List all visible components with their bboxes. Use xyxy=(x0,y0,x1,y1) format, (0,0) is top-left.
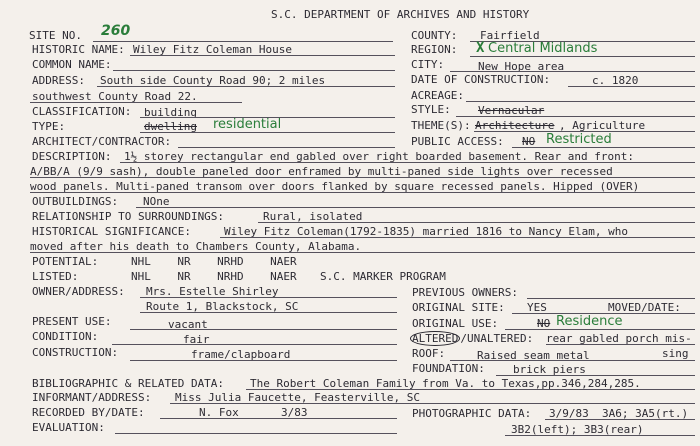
description-rule-1 xyxy=(120,162,695,163)
foundation-label: FOUNDATION: xyxy=(412,362,485,375)
outbuildings-label: OUTBUILDINGS: xyxy=(32,195,119,208)
bibliographic-label: BIBLIOGRAPHIC & RELATED DATA: xyxy=(32,377,225,390)
site-no-value: 260 xyxy=(101,23,131,39)
informant-label: INFORMANT/ADDRESS: xyxy=(32,391,152,404)
photographic-rule-2 xyxy=(505,435,695,436)
bibliographic-value: The Robert Coleman Family from Va. to Texas,pp.346,284,285. xyxy=(250,377,641,390)
region-rule xyxy=(470,56,695,57)
original-site-value: YES xyxy=(527,301,547,314)
historic-name-rule xyxy=(130,55,395,56)
historic-name-value: Wiley Fitz Coleman House xyxy=(133,43,292,56)
themes-value: , Agriculture xyxy=(559,119,646,132)
informant-value: Miss Julia Faucette, Feasterville, SC xyxy=(175,391,421,404)
recorded-by-name: N. Fox xyxy=(199,406,239,419)
construction-rule xyxy=(130,360,397,361)
address-value-line2: southwest County Road 22. xyxy=(32,90,198,103)
public-access-value: Restricted xyxy=(546,132,612,147)
foundation-rule xyxy=(496,375,695,376)
acreage-label: ACREAGE: xyxy=(411,89,464,102)
address-rule xyxy=(97,86,395,87)
roof-value: Raised seam metal xyxy=(477,349,590,362)
listed-options: NHL NR NRHD NAER xyxy=(131,270,297,283)
present-use-rule xyxy=(130,329,397,330)
date-of-construction-label: DATE OF CONSTRUCTION: xyxy=(411,73,551,86)
public-access-value-struck: NO xyxy=(522,135,536,148)
owner-line1: Mrs. Estelle Shirley xyxy=(146,285,279,298)
significance-rule-2 xyxy=(30,252,695,253)
public-access-rule xyxy=(512,147,695,148)
county-value: Fairfield xyxy=(480,29,540,42)
address-label: ADDRESS: xyxy=(32,74,85,87)
acreage-rule xyxy=(466,101,695,102)
roof-label: ROOF: xyxy=(412,347,446,360)
relationship-label: RELATIONSHIP TO SURROUNDINGS: xyxy=(32,210,225,223)
relationship-rule xyxy=(258,222,695,223)
historic-name-label: HISTORIC NAME: xyxy=(32,43,125,56)
original-use-label: ORIGINAL USE: xyxy=(412,317,499,330)
altered-circled: ALTERED xyxy=(412,332,459,345)
public-access-label: PUBLIC ACCESS: xyxy=(411,135,504,148)
altered-value-cont: sing xyxy=(662,347,689,360)
architect-label: ARCHITECT/CONTRACTOR: xyxy=(32,135,172,148)
significance-rule-1 xyxy=(220,237,695,238)
photographic-line1: 3/9/83 3A6; 3A5(rt.) xyxy=(549,407,689,420)
type-label: TYPE: xyxy=(32,120,66,133)
condition-rule xyxy=(112,344,397,345)
common-name-label: COMMON NAME: xyxy=(32,58,112,71)
outbuildings-value: NOne xyxy=(143,195,170,208)
present-use-label: PRESENT USE: xyxy=(32,315,112,328)
recorded-by-label: RECORDED BY/DATE: xyxy=(32,406,145,419)
owner-label: OWNER/ADDRESS: xyxy=(32,285,125,298)
recorded-date: 3/83 xyxy=(281,406,308,419)
themes-value-struck: Architecture xyxy=(475,119,555,132)
city-rule xyxy=(450,71,695,72)
date-of-construction-value: c. 1820 xyxy=(592,74,639,87)
previous-owners-rule xyxy=(527,298,695,299)
original-use-value: Residence xyxy=(556,314,623,329)
city-value: New Hope area xyxy=(478,60,565,73)
classification-label: CLASSIFICATION: xyxy=(32,105,132,118)
owner-rule-2 xyxy=(140,312,397,313)
style-value: Vernacular xyxy=(478,104,545,117)
style-rule xyxy=(456,116,695,117)
classification-value: building xyxy=(144,106,197,119)
photographic-label: PHOTOGRAPHIC DATA: xyxy=(412,407,532,420)
description-line1: 1½ storey rectangular end gabled over right boarded basement. Rear and front: xyxy=(124,150,634,163)
roof-rule xyxy=(450,360,695,361)
unaltered-label: /UNALTERED: xyxy=(460,332,534,345)
address-value-line1: South side County Road 90; 2 miles xyxy=(100,74,326,87)
type-rule xyxy=(140,132,395,133)
evaluation-rule xyxy=(115,433,397,434)
condition-label: CONDITION: xyxy=(32,330,99,343)
bibliographic-rule xyxy=(246,389,695,390)
county-label: COUNTY: xyxy=(411,29,458,42)
evaluation-label: EVALUATION: xyxy=(32,421,105,434)
photographic-line2: 3B2(left); 3B3(rear) xyxy=(511,423,644,436)
themes-label: THEME(S): xyxy=(411,119,471,132)
type-value-struck: dwelling xyxy=(144,120,197,133)
description-line2: A/BB/A (9/9 sash), double paneled door enframed by multi-paned side lights over recessed xyxy=(30,165,613,178)
description-line3: wood panels. Multi-paned transom over doors flanked by square recessed panels. Hipped (OVER) xyxy=(30,180,640,193)
owner-line2: Route 1, Blackstock, SC xyxy=(146,300,299,313)
original-use-value-struck: NO xyxy=(537,317,551,330)
significance-line2: moved after his death to Chambers County, Alabama. xyxy=(30,240,362,253)
architect-rule xyxy=(178,147,395,148)
date-of-construction-rule xyxy=(568,86,695,87)
description-rule-3 xyxy=(30,192,695,193)
photographic-rule-1 xyxy=(545,419,695,420)
altered-value: rear gabled porch mis- xyxy=(546,332,692,345)
potential-label: POTENTIAL: xyxy=(32,255,99,268)
region-label: REGION: xyxy=(411,43,458,56)
type-value: residential xyxy=(213,117,282,132)
common-name-rule xyxy=(113,70,395,71)
region-check-mark: X xyxy=(476,40,485,56)
significance-line1: Wiley Fitz Coleman(1792-1835) married 1816 to Nancy Elam, who xyxy=(224,225,628,238)
outbuildings-rule xyxy=(136,207,695,208)
original-site-label: ORIGINAL SITE: xyxy=(412,301,505,314)
foundation-value: brick piers xyxy=(513,363,586,376)
significance-label: HISTORICAL SIGNIFICANCE: xyxy=(32,225,191,238)
relationship-value: Rural, isolated xyxy=(263,210,363,223)
site-no-label: SITE NO. xyxy=(29,29,82,42)
altered-label xyxy=(410,333,533,344)
condition-value: fair xyxy=(183,333,210,346)
recorded-by-rule xyxy=(160,418,397,419)
present-use-value: vacant xyxy=(168,318,208,331)
style-label: STYLE: xyxy=(411,103,451,116)
construction-value: frame/clapboard xyxy=(191,348,291,361)
potential-options: NHL NR NRHD NAER xyxy=(131,255,297,268)
description-label: DESCRIPTION: xyxy=(32,150,112,163)
original-use-rule xyxy=(505,329,695,330)
altered-rule xyxy=(546,344,695,345)
listed-label: LISTED: xyxy=(32,270,79,283)
description-rule-2 xyxy=(30,177,695,178)
owner-rule-1 xyxy=(140,297,397,298)
city-label: CITY: xyxy=(411,58,445,71)
construction-label: CONSTRUCTION: xyxy=(32,346,119,359)
previous-owners-label: PREVIOUS OWNERS: xyxy=(412,286,518,299)
moved-date-label: MOVED/DATE: xyxy=(608,301,681,314)
address-line2-rule xyxy=(30,102,242,103)
marker-program-label: S.C. MARKER PROGRAM xyxy=(320,270,446,283)
card-header: S.C. DEPARTMENT OF ARCHIVES AND HISTORY xyxy=(271,8,530,21)
region-value: Central Midlands xyxy=(488,41,598,56)
site-no-rule xyxy=(93,41,393,42)
informant-rule xyxy=(170,403,695,404)
